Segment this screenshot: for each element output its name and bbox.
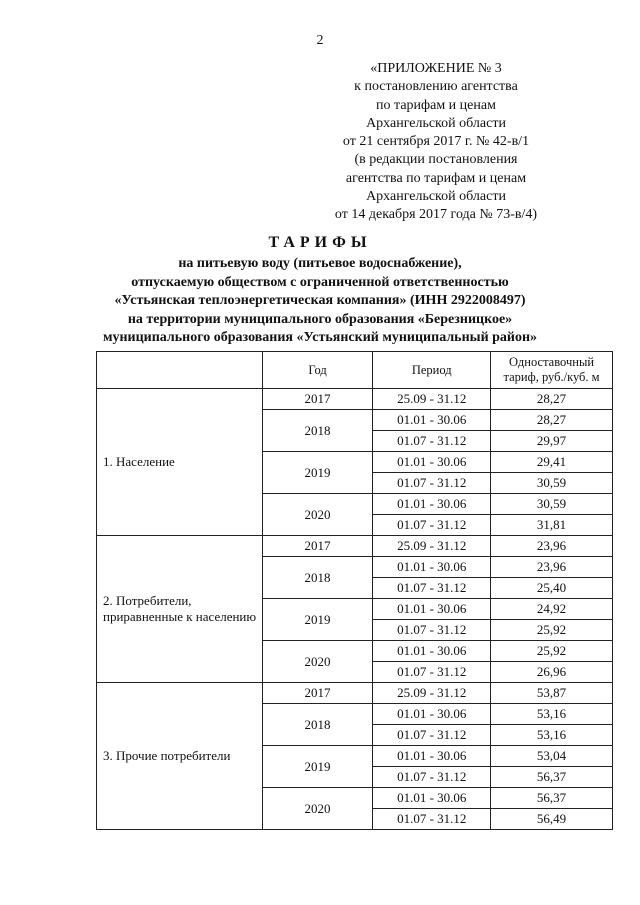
appendix-block bbox=[286, 60, 586, 225]
title-block bbox=[0, 234, 640, 348]
header-year: Год bbox=[262, 352, 373, 389]
subtitle-line: муниципального образования «Устьянский муниципальный район» bbox=[102, 330, 538, 345]
period-cell: 01.01 - 30.06 bbox=[373, 452, 491, 473]
year-cell: 2020 bbox=[262, 641, 373, 683]
period-cell: 01.01 - 30.06 bbox=[373, 746, 491, 767]
document-subtitle bbox=[0, 255, 640, 348]
tariff-cell: 56,37 bbox=[491, 788, 613, 809]
category-cell: 1. Население bbox=[97, 389, 263, 536]
period-cell: 25.09 - 31.12 bbox=[373, 536, 491, 557]
appendix-line: Архангельской области bbox=[366, 115, 506, 131]
tariff-cell: 53,16 bbox=[491, 704, 613, 725]
period-cell: 01.01 - 30.06 bbox=[373, 641, 491, 662]
year-cell: 2017 bbox=[262, 536, 373, 557]
period-cell: 01.07 - 31.12 bbox=[373, 431, 491, 452]
period-cell: 01.07 - 31.12 bbox=[373, 578, 491, 599]
tariff-cell: 56,37 bbox=[491, 767, 613, 788]
tariff-cell: 23,96 bbox=[491, 557, 613, 578]
tariff-cell: 30,59 bbox=[491, 494, 613, 515]
year-cell: 2017 bbox=[262, 389, 373, 410]
subtitle-line: «Устьянская теплоэнергетическая компания» (ИНН 2922008497) bbox=[114, 293, 526, 308]
tariff-cell: 56,49 bbox=[491, 809, 613, 830]
period-cell: 01.01 - 30.06 bbox=[373, 704, 491, 725]
tariff-cell: 28,27 bbox=[491, 410, 613, 431]
header-tariff: Одноставочный тариф, руб./куб. м bbox=[491, 352, 613, 389]
tariff-cell: 53,16 bbox=[491, 725, 613, 746]
period-cell: 01.01 - 30.06 bbox=[373, 599, 491, 620]
period-cell: 01.01 - 30.06 bbox=[373, 494, 491, 515]
subtitle-line: отпускаемую обществом с ограниченной ответственностью bbox=[131, 274, 509, 290]
table-body bbox=[97, 389, 613, 830]
tariff-cell: 53,87 bbox=[491, 683, 613, 704]
period-cell: 25.09 - 31.12 bbox=[373, 683, 491, 704]
table-row bbox=[97, 683, 613, 704]
appendix-line: (в редакции постановления bbox=[354, 152, 518, 168]
period-cell: 01.07 - 31.12 bbox=[373, 473, 491, 494]
period-cell: 01.07 - 31.12 bbox=[373, 515, 491, 536]
appendix-line: от 21 сентября 2017 г. № 42-в/1 bbox=[342, 134, 530, 150]
document-title: ТАРИФЫ bbox=[268, 234, 372, 251]
tariff-cell: 24,92 bbox=[491, 599, 613, 620]
tariff-table bbox=[96, 351, 613, 830]
period-cell: 25.09 - 31.12 bbox=[373, 389, 491, 410]
appendix-line: от 14 декабря 2017 года № 73-в/4) bbox=[334, 207, 538, 223]
table-header-row bbox=[97, 352, 613, 389]
period-cell: 01.07 - 31.12 bbox=[373, 725, 491, 746]
year-cell: 2018 bbox=[262, 557, 373, 599]
period-cell: 01.07 - 31.12 bbox=[373, 809, 491, 830]
period-cell: 01.01 - 30.06 bbox=[373, 410, 491, 431]
year-cell: 2017 bbox=[262, 683, 373, 704]
table-row bbox=[97, 389, 613, 410]
period-cell: 01.01 - 30.06 bbox=[373, 557, 491, 578]
tariff-cell: 25,92 bbox=[491, 620, 613, 641]
tariff-cell: 29,97 bbox=[491, 431, 613, 452]
appendix-line: агентства по тарифам и ценам bbox=[345, 170, 527, 186]
appendix-line: Архангельской области bbox=[366, 189, 506, 205]
period-cell: 01.07 - 31.12 bbox=[373, 662, 491, 683]
year-cell: 2019 bbox=[262, 452, 373, 494]
category-cell: 3. Прочие потребители bbox=[97, 683, 263, 830]
year-cell: 2020 bbox=[262, 788, 373, 830]
year-cell: 2019 bbox=[262, 599, 373, 641]
tariff-cell: 25,92 bbox=[491, 641, 613, 662]
year-cell: 2018 bbox=[262, 410, 373, 452]
period-cell: 01.07 - 31.12 bbox=[373, 620, 491, 641]
subtitle-line: на территории муниципального образования «Березницкое» bbox=[127, 311, 513, 327]
tariff-cell: 26,96 bbox=[491, 662, 613, 683]
table-row bbox=[97, 536, 613, 557]
tariff-cell: 23,96 bbox=[491, 536, 613, 557]
tariff-cell: 25,40 bbox=[491, 578, 613, 599]
tariff-cell: 28,27 bbox=[491, 389, 613, 410]
year-cell: 2020 bbox=[262, 494, 373, 536]
header-period: Период bbox=[373, 352, 491, 389]
year-cell: 2019 bbox=[262, 746, 373, 788]
tariff-cell: 53,04 bbox=[491, 746, 613, 767]
header-category bbox=[97, 352, 263, 389]
category-cell: 2. Потребители, приравненные к населению bbox=[97, 536, 263, 683]
period-cell: 01.07 - 31.12 bbox=[373, 767, 491, 788]
page-number: 2 bbox=[316, 33, 324, 48]
tariff-cell: 29,41 bbox=[491, 452, 613, 473]
appendix-line: по тарифам и ценам bbox=[376, 97, 496, 113]
appendix-line: «ПРИЛОЖЕНИЕ № 3 bbox=[370, 61, 502, 76]
subtitle-line: на питьевую воду (питьевое водоснабжение), bbox=[178, 256, 462, 271]
appendix-line: к постановлению агентства bbox=[354, 79, 518, 95]
year-cell: 2018 bbox=[262, 704, 373, 746]
tariff-cell: 31,81 bbox=[491, 515, 613, 536]
period-cell: 01.01 - 30.06 bbox=[373, 788, 491, 809]
tariff-cell: 30,59 bbox=[491, 473, 613, 494]
